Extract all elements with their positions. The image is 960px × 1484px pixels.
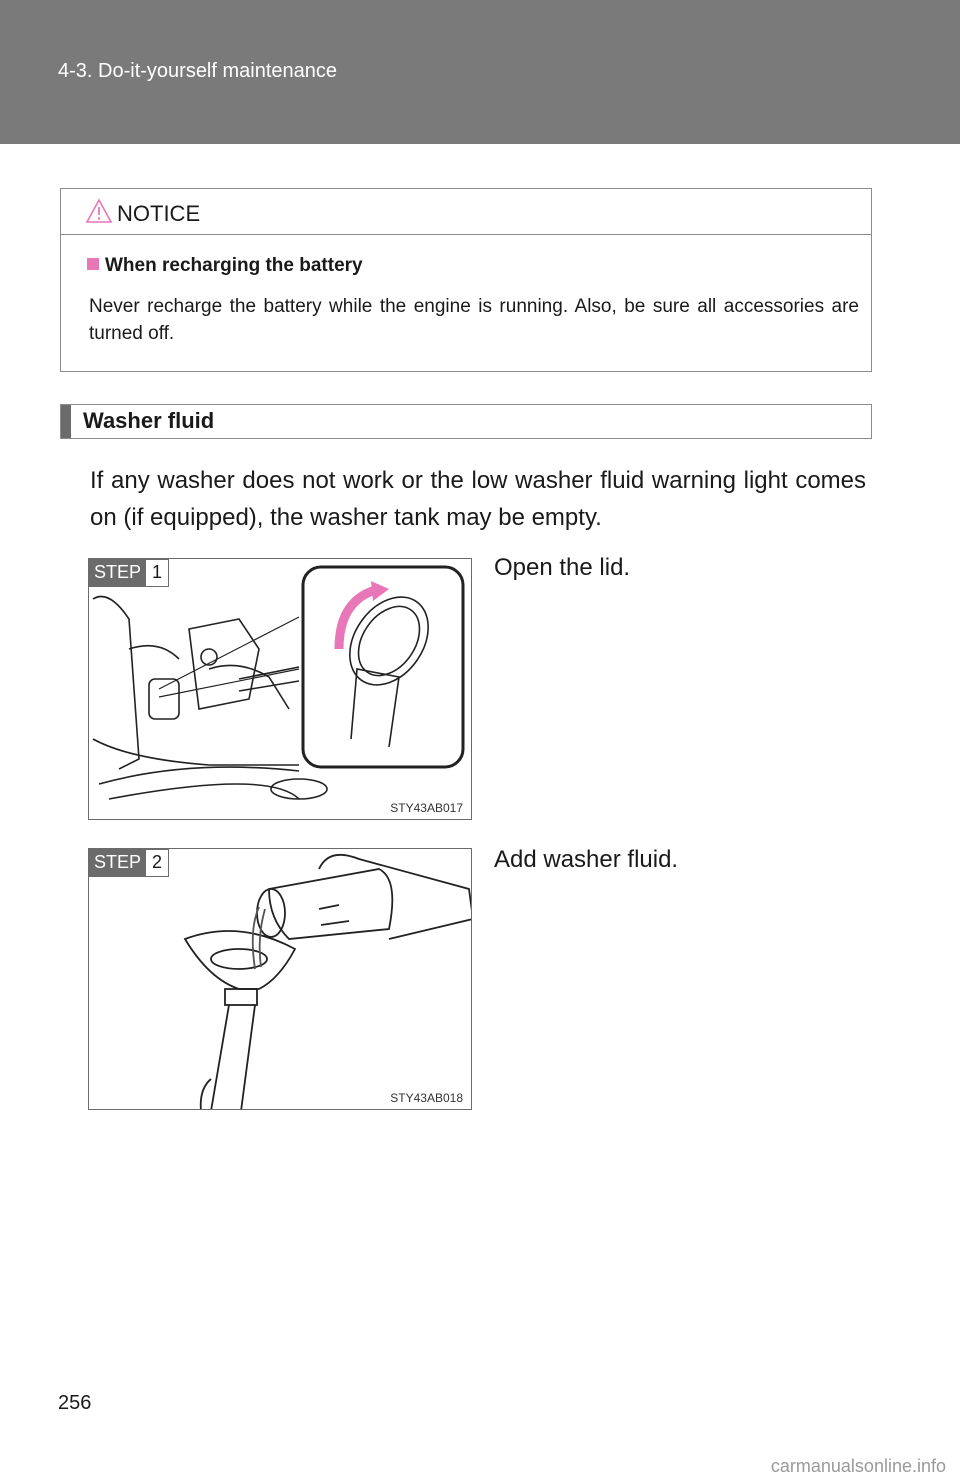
step-2-text: Add washer fluid. — [494, 846, 679, 873]
step-2-tag: STEP 2 — [89, 849, 169, 877]
notice-box — [60, 188, 872, 372]
intro-paragraph: If any washer does not work or the low washer fluid warning light comes on (if equipped), the washer tank may be empty. — [90, 467, 866, 531]
step-1-figure — [88, 558, 472, 820]
step-2-figure — [88, 848, 472, 1110]
figure-code: STY43AB018 — [390, 1091, 463, 1105]
notice-subheading: When recharging the battery — [87, 255, 363, 277]
section-title: 4-3. Do-it-yourself maintenance — [58, 60, 338, 82]
notice-label: NOTICE — [117, 201, 201, 226]
page-number: 256 — [58, 1392, 92, 1414]
notice-text: Never recharge the battery while the engine is running. Also, be sure all accessories are turned off. — [89, 296, 859, 344]
notice-header — [61, 189, 871, 235]
engine-bay-illustration — [89, 559, 472, 820]
step-1-text: Open the lid. — [494, 554, 631, 581]
section-heading-title: Washer fluid — [83, 408, 215, 433]
warning-icon — [85, 198, 113, 224]
watermark: carmanualsonline.info — [770, 1456, 946, 1476]
page-header — [0, 0, 960, 144]
refill-illustration — [89, 849, 472, 1110]
figure-code: STY43AB017 — [390, 801, 463, 815]
step-1-tag: STEP 1 — [89, 559, 169, 587]
heading-accent — [61, 405, 71, 438]
section-heading — [60, 404, 872, 439]
bullet-square-icon — [87, 258, 99, 270]
